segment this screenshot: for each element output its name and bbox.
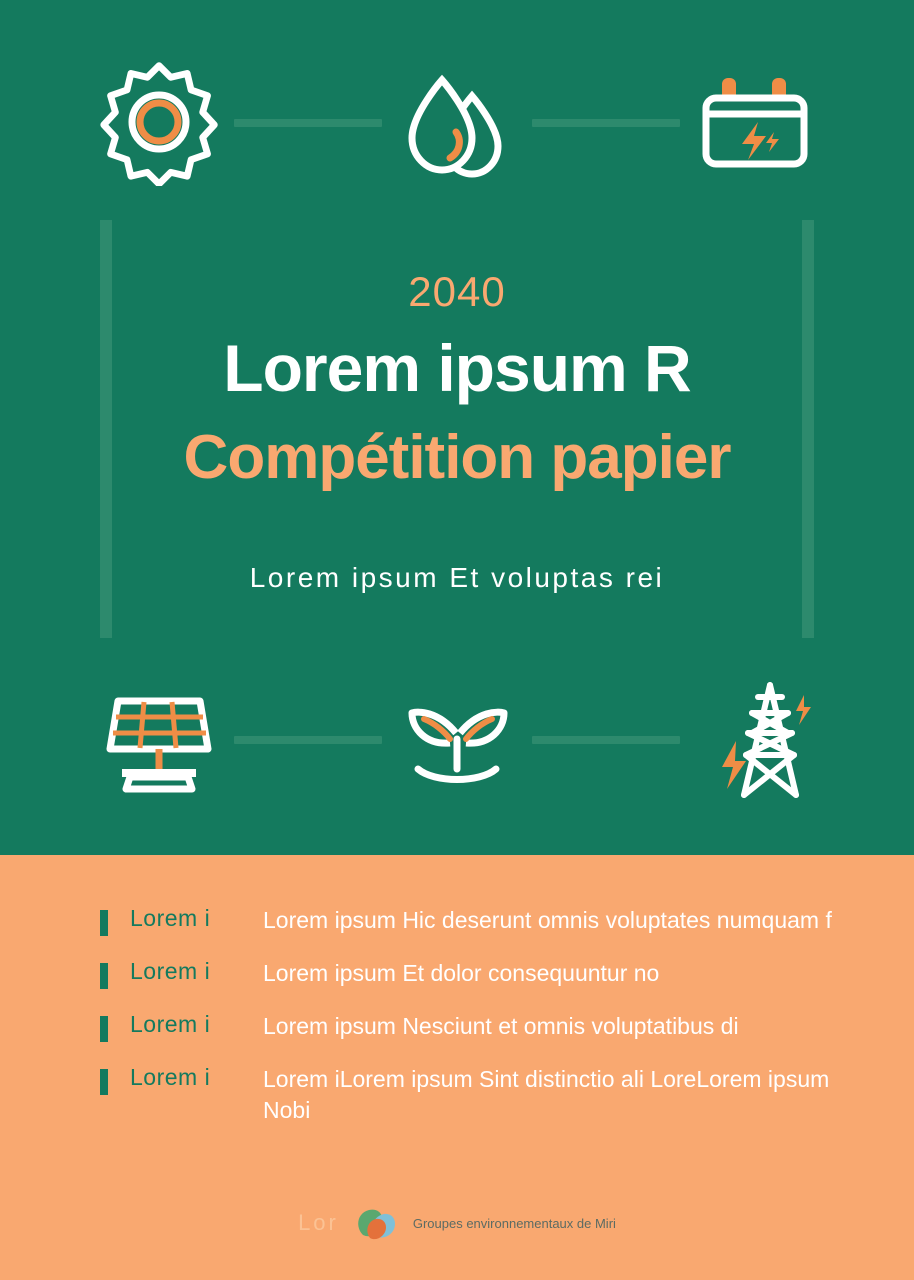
poster-tagline: Lorem ipsum Et voluptas rei	[249, 562, 665, 594]
sun-icon	[84, 48, 234, 198]
facts-list	[100, 905, 860, 1148]
divider-dash	[234, 119, 382, 127]
bullet-marker	[100, 1016, 108, 1042]
water-drops-icon	[382, 48, 532, 198]
footer-organization: Groupes environnementaux de Miri	[412, 1215, 616, 1231]
list-item	[100, 1011, 860, 1042]
fact-text: Lorem ipsum Hic deserunt omnis voluptates numquam f	[263, 907, 832, 933]
power-tower-icon	[680, 665, 830, 815]
fact-label: Lorem i	[130, 905, 211, 931]
battery-icon	[680, 48, 830, 198]
fact-text: Lorem ipsum Et dolor consequuntur no	[263, 960, 660, 987]
fact-label: Lorem i	[130, 1064, 211, 1091]
list-item	[100, 905, 860, 936]
right-accent-bar	[802, 220, 814, 638]
list-item	[100, 958, 860, 989]
bullet-marker	[100, 963, 108, 989]
bullet-marker	[100, 910, 108, 936]
headline-block	[120, 220, 794, 594]
left-accent-bar	[100, 220, 112, 638]
poster-year: 2040	[408, 268, 506, 315]
fact-label: Lorem i	[130, 958, 211, 985]
poster-subtitle: Compétition papier	[183, 423, 731, 493]
facts-panel	[0, 855, 914, 1280]
bottom-icon-row	[0, 665, 914, 815]
fact-text: Lorem iLorem ipsum Sint distinctio ali LoreLorem ipsum Nobi	[263, 1066, 830, 1124]
fact-text: Lorem ipsum Nesciunt et omnis voluptatibus di	[263, 1013, 739, 1040]
divider-dash	[234, 736, 382, 744]
solar-panel-icon	[84, 665, 234, 815]
poster-title: Lorem ipsum R	[223, 331, 691, 405]
leaf-logo-icon	[353, 1205, 399, 1241]
footer-word: Lor	[298, 1210, 339, 1235]
top-icon-row	[0, 48, 914, 198]
divider-dash	[532, 119, 680, 127]
bullet-marker	[100, 1069, 108, 1095]
sprout-icon	[382, 665, 532, 815]
footer	[0, 1205, 914, 1241]
fact-label: Lorem i	[130, 1011, 211, 1038]
divider-dash	[532, 736, 680, 744]
list-item	[100, 1064, 860, 1126]
